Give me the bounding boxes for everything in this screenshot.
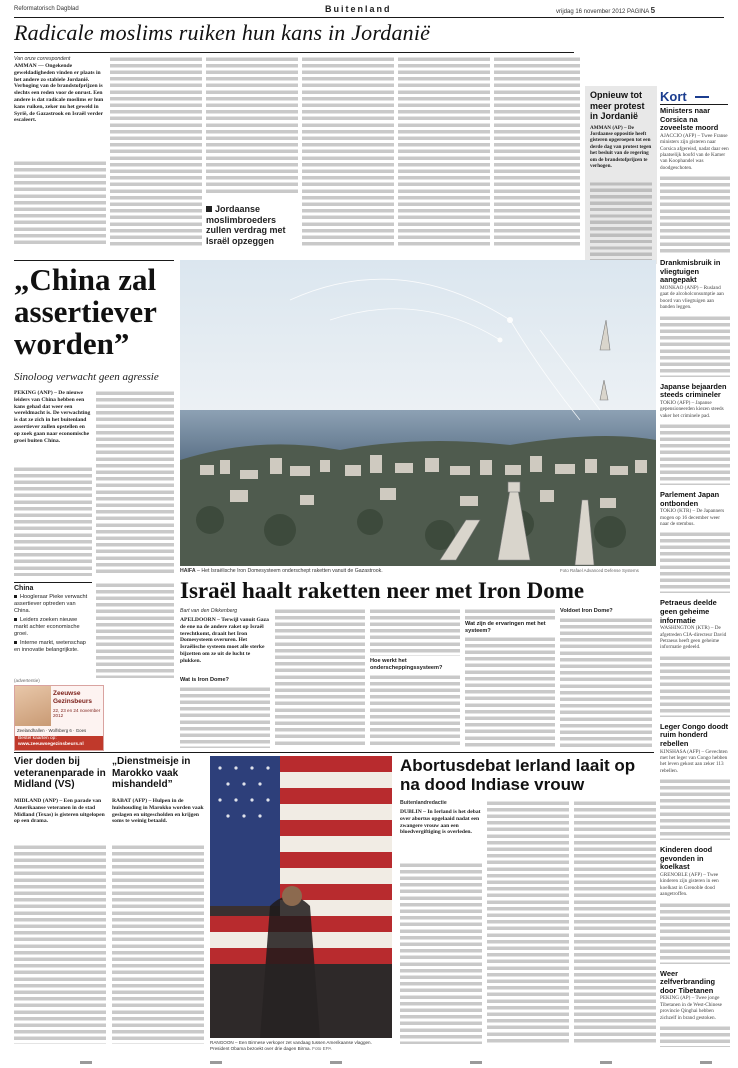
rangoon-flags-photo [210, 756, 392, 1038]
body-text [110, 56, 202, 246]
veteran-title: Vier doden bij veteranenparade in Midland (VS) [14, 756, 106, 790]
iron-dome-q3: Wat zijn de ervaringen met het systeem? [465, 621, 546, 634]
top-story-title: Radicale moslims ruiken hun kans in Jordanië [14, 20, 431, 45]
kort-item-text: PEKING (AP) – Twee jonge Tibetanen in de West-Chinese provincie Qinghai hebben zichzelf in brand gestoken. [660, 995, 722, 1021]
china-fact-item: Hoogleraar Pieke verwacht assertiever optreden van China. [14, 594, 88, 614]
pull-quote: Jordaanse moslimbroeders zullen verdrag met Israël opzeggen [206, 204, 286, 246]
iron-dome-photo-credit: Foto Rafael Advanced Defense Systems [560, 568, 639, 573]
ad-banner[interactable] [14, 685, 104, 751]
body-text [660, 175, 730, 253]
kort-item-text: WASHINGTON (KTR) – De afgetreden CIA-directeur David Petraeus heeft geen geheime informatie gedeeld. [660, 625, 727, 651]
top-story-lead: AMMAN — Ongekende geweldadigheden vinden er plaats in het andere zo stabiele Jordanië. Verhoging van de brandstofprijzen is slechts een reden voor de onrust. Een andere is dat radicale moslims er hun kans ruiken, zeker nu het geweld in Syrië, de Gazastrook en Israël verder escaleert. [14, 63, 104, 124]
flags-illustration [210, 756, 392, 1038]
section-name: Buitenland [325, 4, 392, 14]
side-box-title: Opnieuw tot meer protest in Jordanië [590, 90, 645, 121]
body-text [494, 56, 580, 246]
morocco-lead: RABAT (AFP) – Hulpen in de huishouding in Marokko worden vaak geslagen en uitgescholden en krijgen soms te weinig betaald. [112, 798, 204, 825]
china-facts-head: China [14, 585, 34, 592]
body-text [660, 531, 730, 593]
kort-label: Kort [660, 86, 728, 102]
body-text [574, 800, 656, 1044]
iron-dome-q2: Hoe werkt het onderscheppingssysteem? [370, 658, 443, 671]
kort-item [660, 970, 730, 1047]
kort-item [660, 383, 730, 485]
iron-dome-q1: Wat is Iron Dome? [180, 677, 229, 683]
kort-item-head: Petraeus deelde geen geheime informatie [660, 598, 717, 625]
body-text [487, 800, 569, 1044]
body-text [14, 160, 106, 246]
paper-name: Reformatorisch Dagblad [14, 6, 79, 12]
kort-item [660, 599, 730, 716]
kort-item [660, 259, 730, 376]
ad-family-photo [15, 686, 51, 726]
body-text [660, 778, 730, 840]
kort-item [660, 491, 730, 593]
ireland-lead: DUBLIN – In Ierland is het debat over abortus opgelaaid nadat een zwangere vrouw aan een bloedvergiftiging is overleden. [400, 809, 481, 836]
china-facts [14, 582, 92, 674]
body-text [112, 844, 204, 1044]
kort-item-text: AJACCIO (AFP) – Twee Franse ministers zijn gisteren naar Corsica afgereisd, nadat daar een plaatselijk hoofd van de Kamer van Koophandel was doodgeschoten. [660, 132, 729, 171]
body-text [660, 423, 730, 485]
china-fact-item: Leiders zoeken nieuwe markt achter economische groei. [14, 617, 80, 637]
ad-title: Zeeuwse Gezinsbeurs [53, 690, 93, 705]
body-text [14, 466, 92, 576]
kort-item [660, 846, 730, 963]
issue-date: vrijdag 16 november 2012 PAGINA 5 [556, 6, 656, 15]
ireland-title: Abortusdebat Ierland laait op na dood Indiase vrouw [400, 756, 636, 794]
china-title: „China zal assertiever worden” [14, 262, 157, 361]
body-text [465, 608, 555, 620]
body-text [660, 315, 730, 377]
iron-dome-photo-illustration [180, 260, 656, 566]
ad-venue: Zeelandhallen · Wolfsberg 6 · Goes [17, 728, 87, 733]
china-fact-item: Interne markt, wetenschap en innovatie belangrijkste. [14, 640, 86, 653]
ad-label: (advertentie) [14, 678, 40, 683]
body-text [302, 56, 394, 246]
top-story-byline: Van onze correspondent [14, 56, 71, 62]
kort-item-text: TOKIO (KTR) – De Japanners mogen op 16 december weer naar de stembus. [660, 508, 725, 528]
iron-dome-title: Israël haalt raketten neer met Iron Dome [180, 578, 585, 603]
body-text [465, 636, 555, 748]
kort-item-head: Weer zelfverbranding door Tibetanen [660, 968, 716, 995]
body-text [180, 686, 270, 748]
china-subtitle: Sinoloog verwacht geen agressie [14, 371, 159, 383]
morocco-title: „Dienstmeisje in Marokko vaak mishandeld” [112, 756, 191, 790]
body-text [370, 674, 460, 748]
body-text [660, 902, 730, 964]
iron-dome-lead: APELDOORN – Terwijl vanuit Gaza de ene na de andere raket op Israël terechtkomt, draait het Iron Domesysteem overuren. Het Israëlische systeem moet alle sterke bijzetten om ze uit de lucht te plukken. [180, 617, 269, 664]
kort-item-head: Japanse bejaarden steeds crimineler [660, 381, 727, 400]
kort-item-text: TOKIO (AFP) – Japanse gepensioneerden kiezen steeds vaker het criminele pad. [660, 399, 724, 419]
kort-item-head: Parlement Japan ontbonden [660, 490, 720, 508]
kort-item-head: Ministers naar Corsica na zoveelste moord [660, 107, 719, 133]
kort-item-head: Drankmisbruik in vliegtuigen aangepakt [660, 258, 721, 285]
body-text [660, 655, 730, 717]
ireland-byline: Buitenlandredactie [400, 800, 447, 806]
body-text [14, 844, 106, 1044]
kort-item [660, 723, 730, 840]
iron-dome-byline: Bart van den Dikkenberg [180, 608, 238, 614]
kort-list [660, 107, 730, 1047]
side-box [585, 86, 657, 264]
iron-dome-q4: Voldoet Iron Dome? [560, 608, 613, 614]
body-text [398, 56, 490, 246]
kort-item-text: KINSHASA (AFP) – Gevechten met het leger van Congo hebben het leven gekost aan zeker 113 rebellen. [660, 748, 728, 774]
kort-item-head: Kinderen dood gevonden in koelkast [660, 845, 713, 872]
iron-dome-caption: HAIFA – Het Israëlische Iron Domesysteem onderschept raketten vanuit de Gazastrook. [180, 568, 383, 574]
china-lead: PEKING (ANP) – De nieuwe leiders van China hebben een kans gehad dat weer een wereldmacht is. De verwachting is dat ze zich in het buitenland assertiever zullen opstellen en op zoek gaan naar economische groei buiten China. [14, 390, 91, 444]
kort-item-text: MONKAO (ANP) – Rusland gaat de alcoholconsumptie aan boord van vliegtuigen aan banden leggen. [660, 285, 724, 311]
body-text [400, 862, 482, 1044]
body-text [590, 181, 652, 261]
body-text [370, 608, 460, 656]
kort-item-text: GRENOBLE (AFP) – Twee kinderen zijn gisteren in een koelkast in Grenoble dood aangetroffen. [660, 872, 719, 898]
side-box-lead: AMMAN (AP) – De Jordaanse oppositie heeft gisteren opgeroepen tot een derde dag van protest tegen het besluit van de regering om de brandstofprijzen te verhogen. [590, 124, 652, 169]
ad-dates: 22, 23 en 24 november 2012 [53, 708, 101, 718]
kort-item-head: Leger Congo doodt ruim honderd rebellen [660, 721, 729, 749]
kort-item [660, 107, 730, 253]
body-text [275, 608, 365, 748]
body-text [206, 56, 298, 196]
body-text [96, 582, 174, 678]
body-text [660, 1025, 730, 1047]
body-text [96, 390, 174, 576]
iron-dome-photo [180, 260, 656, 566]
body-text [560, 617, 652, 748]
rangoon-caption: RANGOON – Een Birmese verkoper zet vandaag tussen Amerikaanse vlaggen. President Obama bezoekt over drie dagen Birma. Foto EPA [210, 1040, 372, 1051]
ad-cta[interactable]: Bestel kaarten op: www.zeeuwsegezinsbeurs.nl [15, 736, 103, 750]
veteran-lead: MIDLAND (ANP) – Een parade van Amerikaanse veteranen in de stad Midland (Texas) is gisteren uitgelopen op een drama. [14, 798, 105, 825]
